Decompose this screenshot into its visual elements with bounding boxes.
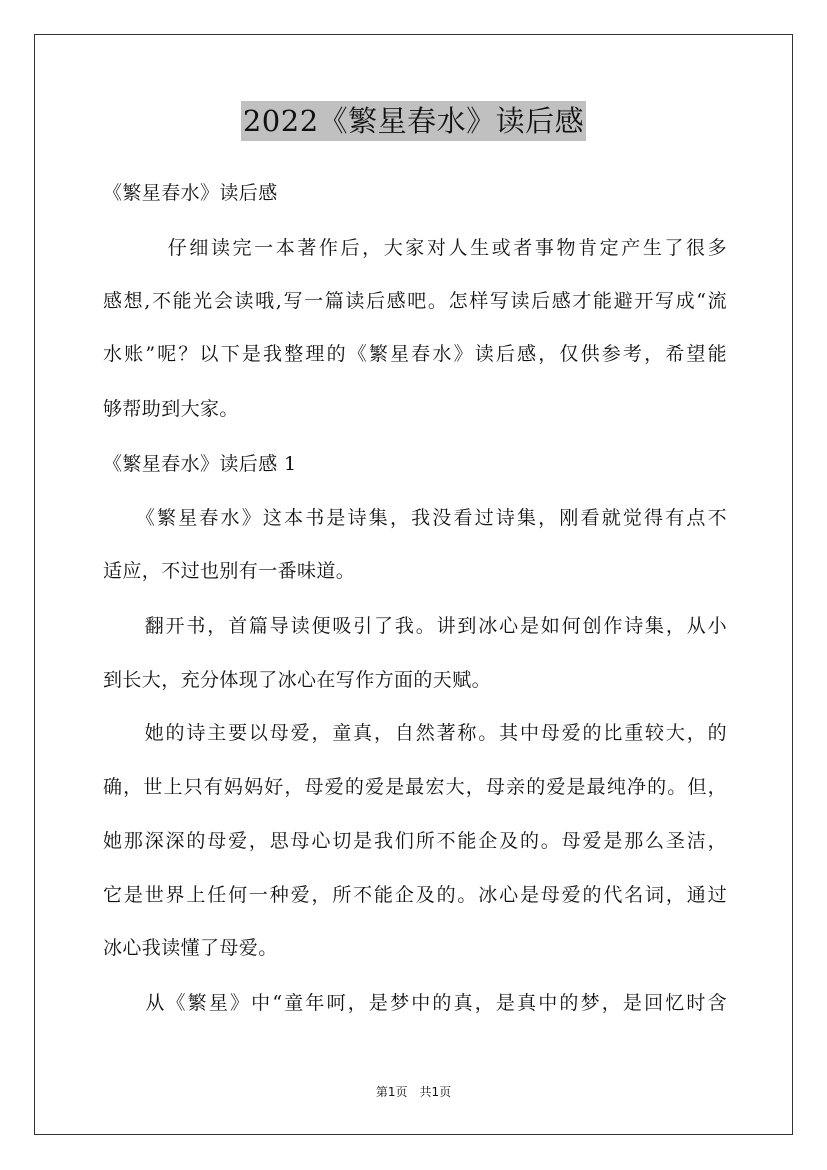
paragraph-line: 从《繁星》中“童年呵，是梦中的真，是真中的梦，是回忆时含 — [103, 992, 727, 1014]
document-title: 2022《繁星春水》读后感 — [241, 101, 586, 141]
paragraph-line: 冰心我读懂了母爱。 — [103, 937, 278, 959]
paragraph-line: 够帮助到大家。 — [103, 398, 239, 420]
page-footer: 第1页 共1页 — [375, 1085, 452, 1099]
paragraph-line: 她那深深的母爱，思母心切是我们所不能企及的。母爱是那么圣洁， — [103, 830, 727, 852]
paragraph-line: 到长大，充分体现了冰心在写作方面的天赋。 — [103, 669, 492, 691]
paragraph-line: 适应，不过也别有一番味道。 — [103, 560, 356, 582]
section-heading: 《繁星春水》读后感 1 — [103, 453, 297, 475]
paragraph-line: 水账”呢？以下是我整理的《繁星春水》读后感，仅供参考，希望能 — [103, 343, 727, 365]
paragraph-line: 她的诗主要以母爱，童真，自然著称。其中母爱的比重较大，的 — [103, 722, 727, 744]
section-heading: 《繁星春水》读后感 — [103, 182, 278, 204]
paragraph-line: 《繁星春水》这本书是诗集，我没看过诗集，刚看就觉得有点不 — [103, 507, 727, 529]
title-container — [0, 101, 827, 141]
paragraph-line: 仔细读完一本著作后，大家对人生或者事物肯定产生了很多 — [103, 237, 727, 259]
paragraph-line: 它是世界上任何一种爱，所不能企及的。冰心是母爱的代名词，通过 — [103, 884, 727, 906]
paragraph-line: 确，世上只有妈妈好，母爱的爱是最宏大，母亲的爱是最纯净的。但， — [103, 776, 727, 798]
paragraph-line: 翻开书，首篇导读便吸引了我。讲到冰心是如何创作诗集，从小 — [103, 615, 727, 637]
paragraph-line: 感想,不能光会读哦,写一篇读后感吧。怎样写读后感才能避开写成“流 — [103, 290, 727, 312]
